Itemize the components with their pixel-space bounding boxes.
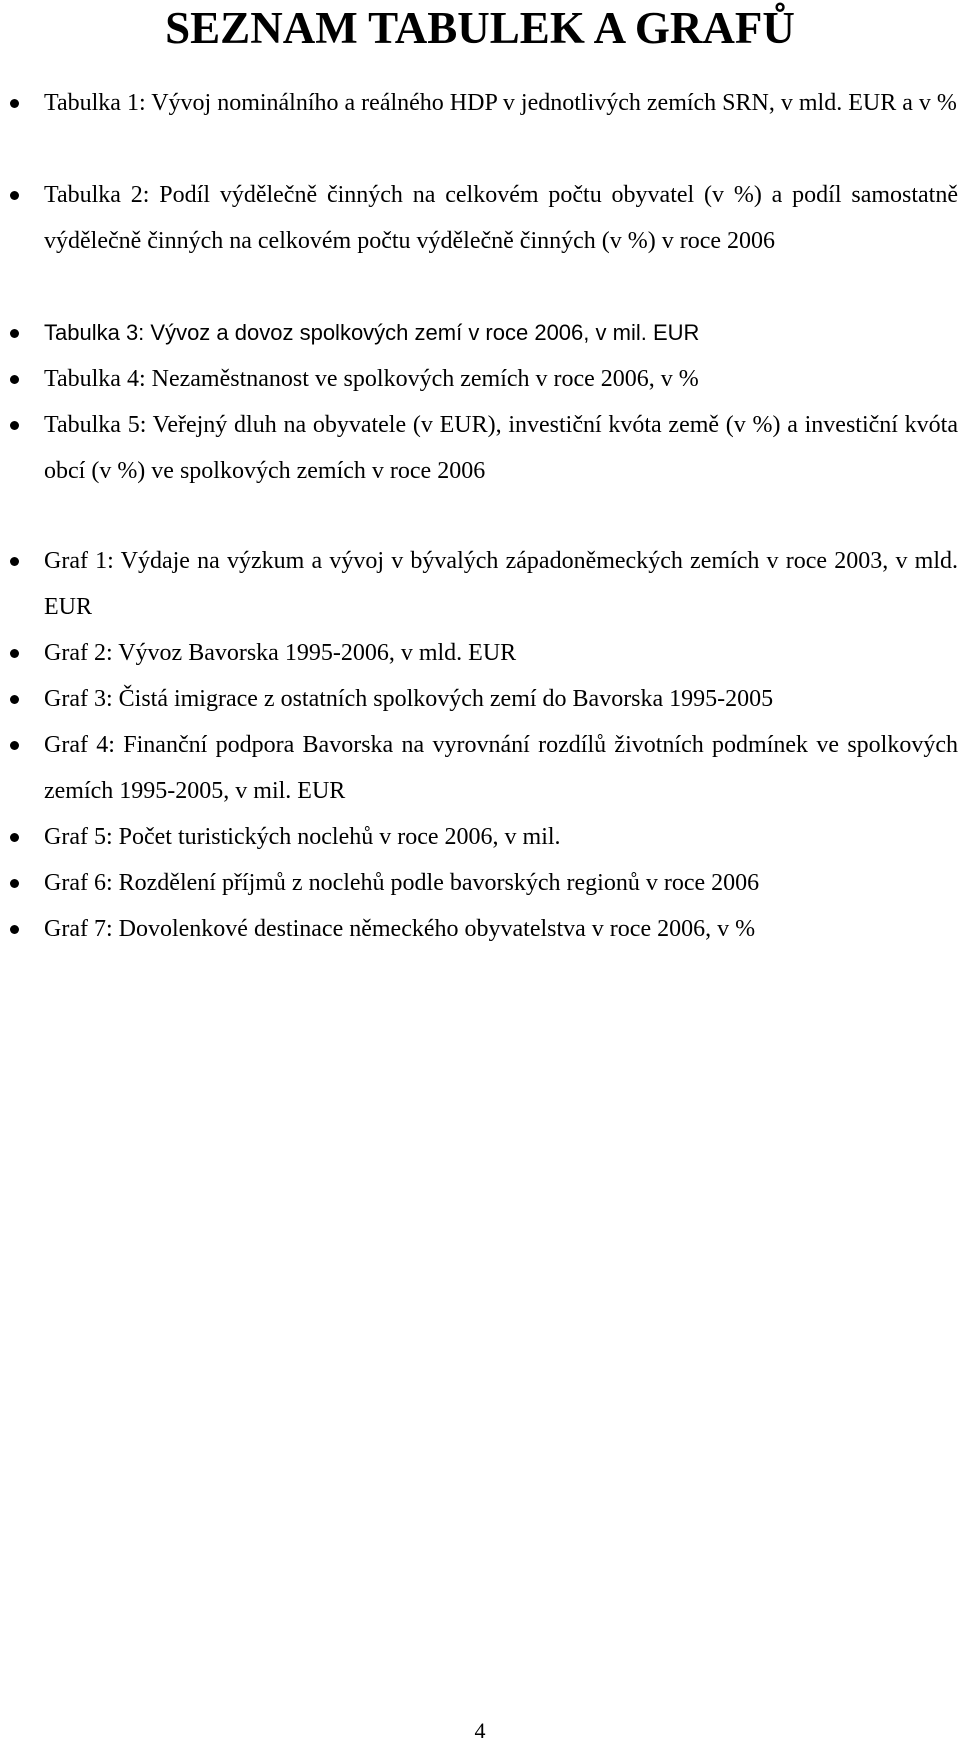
list-item-table-1 [44, 80, 958, 126]
list-item-text: Tabulka 2: Podíl výdělečně činných na celkovém počtu obyvatel (v %) a podíl samostatně výdělečně činných na celkovém počtu výdělečně činných (v %) v roce 2006 [44, 182, 958, 254]
page-number: 4 [474, 1718, 486, 1743]
list-item-graph-1 [44, 538, 958, 630]
bullet-icon [10, 557, 19, 566]
list-item-text: Graf 3: Čistá imigrace z ostatních spolkových zemí do Bavorska 1995-2005 [44, 686, 774, 712]
list-item-table-2 [44, 172, 958, 264]
bullet-icon [10, 191, 19, 200]
list-item-table-5 [44, 402, 958, 494]
list-item-graph-5 [44, 814, 958, 860]
list-item-graph-7 [44, 906, 958, 952]
bullet-icon [10, 329, 19, 338]
bullet-icon [10, 649, 19, 658]
list-item-graph-3 [44, 676, 958, 722]
bullet-icon [10, 695, 19, 704]
list-item-graph-2 [44, 630, 958, 676]
bullet-icon [10, 99, 19, 108]
bullet-icon [10, 375, 19, 384]
list-item-text: Tabulka 5: Veřejný dluh na obyvatele (v EUR), investiční kvóta země (v %) a investiční kvóta obcí (v %) ve spolkových zemích v roce 2006 [44, 412, 958, 484]
bullet-icon [10, 741, 19, 750]
bullet-icon [10, 879, 19, 888]
list-item-text: Tabulka 4: Nezaměstnanost ve spolkových zemích v roce 2006, v % [44, 366, 699, 392]
bullet-icon [10, 833, 19, 842]
bullet-icon [10, 925, 19, 934]
list-item-text: Graf 6: Rozdělení příjmů z noclehů podle bavorských regionů v roce 2006 [44, 870, 760, 896]
list-item-text: Tabulka 3: Vývoz a dovoz spolkových zemí v roce 2006, v mil. EUR [44, 320, 700, 345]
list-item-graph-4 [44, 722, 958, 814]
list-item-text: Graf 2: Vývoz Bavorska 1995-2006, v mld. EUR [44, 640, 517, 666]
list-item-graph-6 [44, 860, 958, 906]
list-item-text: Graf 1: Výdaje na výzkum a vývoj v bývalých západoněmeckých zemích v roce 2003, v mld. EUR [44, 548, 958, 620]
list-item-table-3 [44, 310, 958, 356]
list-item-text: Graf 5: Počet turistických noclehů v roce 2006, v mil. [44, 824, 561, 850]
list-item-table-4 [44, 356, 958, 402]
list-item-text: Tabulka 1: Vývoj nominálního a reálného HDP v jednotlivých zemích SRN, v mld. EUR a v % [44, 90, 957, 116]
list-item-text: Graf 7: Dovolenkové destinace německého obyvatelstva v roce 2006, v % [44, 916, 756, 942]
list-item-text: Graf 4: Finanční podpora Bavorska na vyrovnání rozdílů životních podmínek ve spolkových zemích 1995-2005, v mil. EUR [44, 732, 958, 804]
page-title: SEZNAM TABULEK A GRAFŮ [165, 3, 795, 53]
bullet-icon [10, 421, 19, 430]
